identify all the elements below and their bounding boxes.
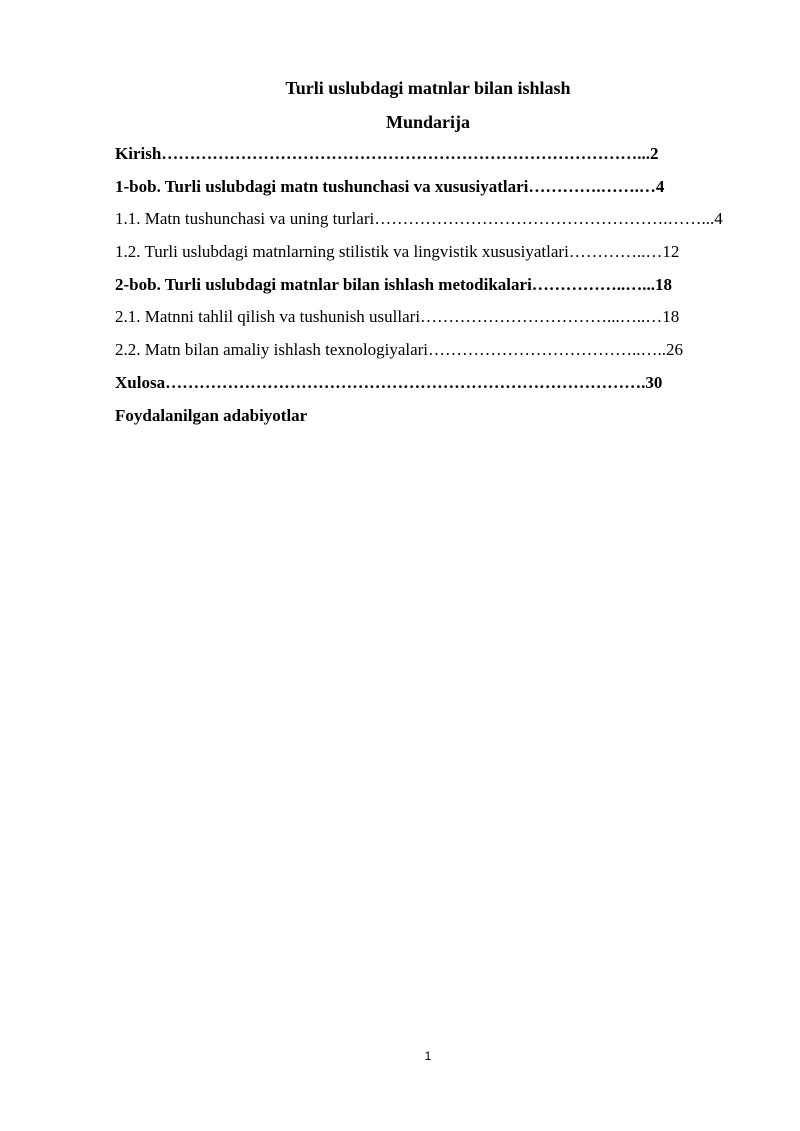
toc-entry-kirish — [115, 143, 755, 176]
toc-entry-leader: ……………………………...…..… — [420, 307, 663, 327]
toc-entry-chapter-2 — [115, 274, 755, 307]
toc-entry-leader: ……………..…... — [531, 274, 656, 294]
toc-entry-references — [115, 405, 755, 438]
toc-entry-page: 2 — [650, 144, 659, 163]
toc-entry-text: 2.1. Matnni tahlil qilish va tushunish usullari — [115, 307, 421, 327]
toc-entry-leader: …………………………………………….……... — [374, 209, 715, 229]
toc-entry-page: 18 — [655, 274, 673, 294]
toc-entry-text: 2-bob. Turli uslubdagi matnlar bilan ishlash metodikalari — [115, 274, 532, 294]
toc-entry-text: Xulosa — [115, 372, 166, 392]
toc-entry-section-2-1 — [115, 306, 755, 339]
toc-entry-leader: ………….…….… — [528, 176, 656, 196]
toc-entry-text: 1.2. Turli uslubdagi matnlarning stilistik va lingvistik xususiyatlari — [115, 242, 569, 262]
toc-entry-text: 2.2. Matn bilan amaliy ishlash texnologiyalari — [115, 340, 429, 360]
toc-entry-leader: …………..… — [568, 242, 663, 262]
toc-entry-text: Kirish — [115, 144, 162, 163]
toc-entry-section-1-1 — [115, 208, 755, 241]
toc-entry-text: Foydalanilgan adabiyotlar — [115, 405, 308, 425]
toc-entry-page: 4 — [714, 209, 723, 229]
page-number: 1 — [424, 1049, 432, 1063]
toc-entry-leader: …………………………………………………………………………. — [165, 372, 646, 392]
toc-entry-leader: …………………………………………………………………………... — [161, 144, 651, 163]
table-of-contents — [115, 143, 755, 437]
toc-entry-text: 1-bob. Turli uslubdagi matn tushunchasi va xususiyatlari — [115, 176, 529, 196]
toc-entry-section-1-2 — [115, 241, 755, 274]
document-title: Turli uslubdagi matnlar bilan ishlash — [285, 78, 571, 98]
toc-heading: Mundarija — [385, 112, 470, 132]
toc-entry-page: 30 — [645, 372, 663, 392]
toc-entry-text: 1.1. Matn tushunchasi va uning turlari — [115, 209, 375, 229]
toc-entry-leader: ………………………………..….. — [428, 340, 667, 360]
toc-entry-page: 18 — [662, 307, 680, 327]
toc-entry-page: 4 — [655, 176, 665, 196]
toc-entry-page: 26 — [666, 340, 684, 360]
toc-entry-page: 12 — [662, 242, 680, 262]
toc-entry-chapter-1 — [115, 176, 755, 209]
toc-entry-xulosa — [115, 372, 755, 405]
toc-entry-section-2-2 — [115, 339, 755, 372]
